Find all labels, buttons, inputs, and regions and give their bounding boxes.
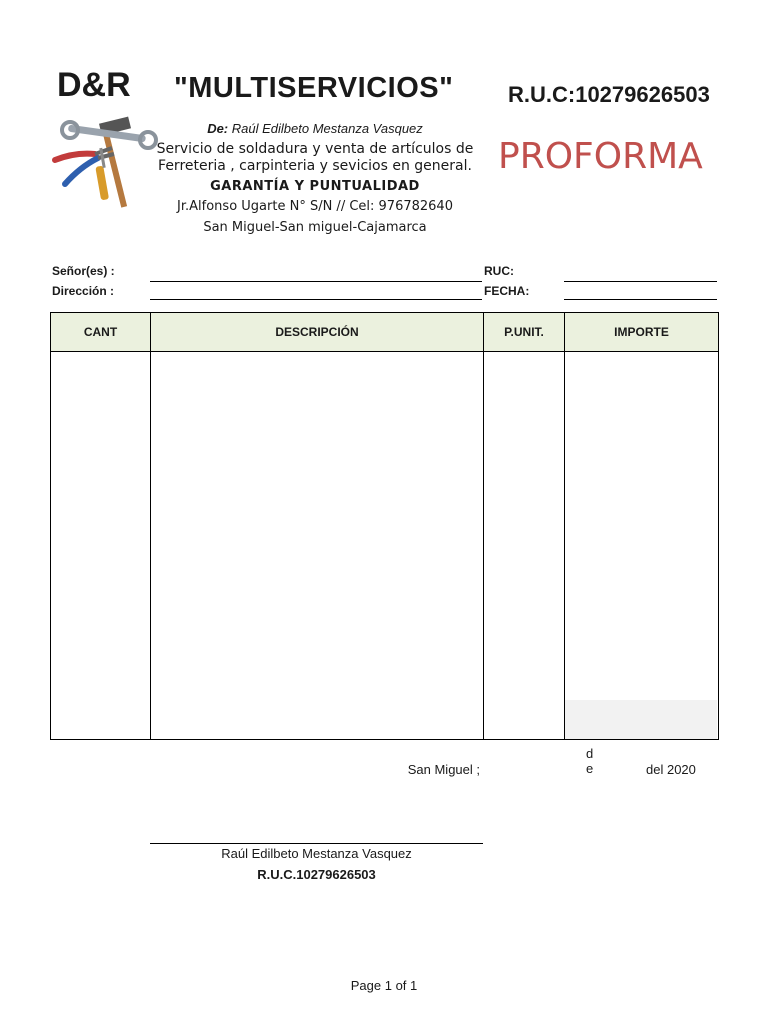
- direccion-field[interactable]: [150, 299, 482, 300]
- signer-ruc: R.U.C.10279626503: [257, 867, 376, 882]
- date-de-letters: d e: [586, 746, 594, 776]
- ruc-field[interactable]: [564, 281, 717, 282]
- date-place: San Miguel ;: [407, 762, 480, 777]
- ruc-label: RUC:: [484, 264, 514, 278]
- page-number: Page 1 of 1: [350, 978, 418, 993]
- service-line-2: Ferreteria , carpinteria y sevicios en general.: [158, 158, 472, 174]
- service-line-1: Servicio de soldadura y venta de artículos de: [156, 141, 474, 157]
- signer-name: Raúl Edilbeto Mestanza Vasquez: [221, 846, 412, 861]
- owner-line: [150, 121, 480, 136]
- city-text: San Miguel-San miguel-Cajamarca: [203, 220, 427, 235]
- header-punit: P.UNIT.: [484, 313, 565, 352]
- items-table: [50, 312, 719, 740]
- guarantee-text: GARANTÍA Y PUNTUALIDAD: [210, 179, 420, 194]
- cant-cell[interactable]: [51, 352, 151, 740]
- senores-label: Señor(es) :: [52, 264, 115, 278]
- signature-line: [150, 843, 483, 844]
- descripcion-cell[interactable]: [151, 352, 484, 740]
- total-cell: [565, 700, 717, 739]
- owner-name: Raúl Edilbeto Mestanza Vasquez: [231, 121, 423, 136]
- date-year: del 2020: [646, 762, 696, 777]
- punit-cell[interactable]: [484, 352, 565, 740]
- owner-prefix: De:: [207, 121, 229, 136]
- senores-field[interactable]: [150, 281, 482, 282]
- document-type: PROFORMA: [498, 136, 703, 177]
- logo-text: D&R: [57, 66, 131, 104]
- service-description: [150, 141, 480, 175]
- address-text: Jr.Alfonso Ugarte N° S/N // Cel: 976782640: [177, 199, 453, 214]
- direccion-label: Dirección :: [52, 284, 115, 298]
- header-ruc: R.U.C:10279626503: [508, 82, 710, 107]
- header-cant: CANT: [51, 313, 151, 352]
- tools-illustration: [50, 112, 160, 212]
- fecha-label: FECHA:: [484, 284, 530, 298]
- importe-cell[interactable]: [565, 352, 719, 740]
- header-descripcion: DESCRIPCIÓN: [151, 313, 484, 352]
- header-importe: IMPORTE: [565, 313, 719, 352]
- company-title: "MULTISERVICIOS": [174, 72, 454, 104]
- fecha-field[interactable]: [564, 299, 717, 300]
